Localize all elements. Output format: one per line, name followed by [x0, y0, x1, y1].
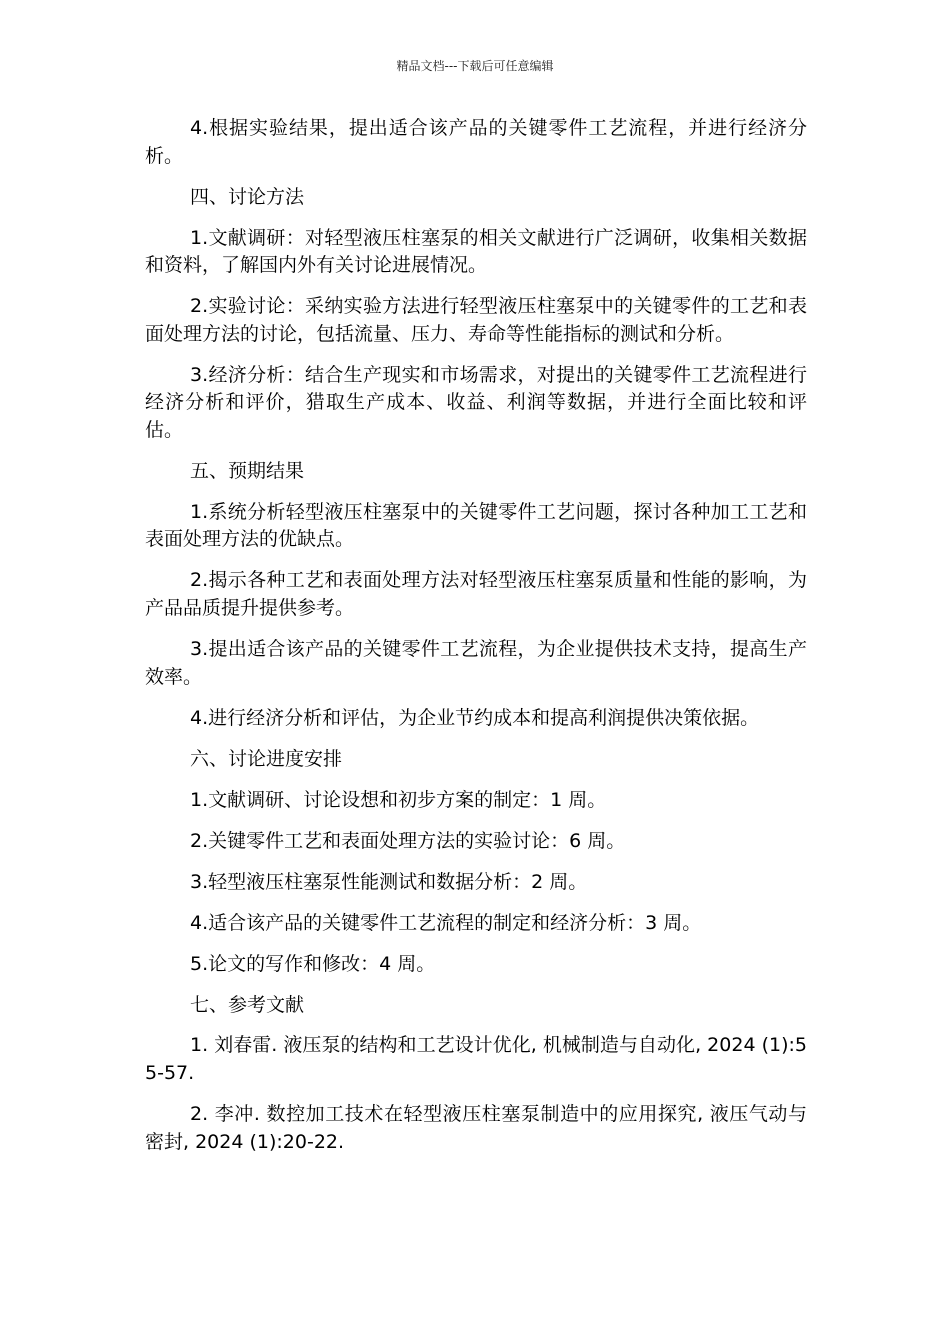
paragraph-method-3: 3.经济分析：结合生产现实和市场需求，对提出的关键零件工艺流程进行经济分析和评价，猎取生产成本、收益、利润等数据，并进行全面比较和评估。 [145, 363, 807, 441]
page-header: 精品文档---下载后可任意编辑 [396, 59, 554, 73]
paragraph-result-4: 4.进行经济分析和评估，为企业节约成本和提高利润提供决策依据。 [190, 706, 760, 729]
section-heading-expected-results: 五、预期结果 [190, 459, 305, 482]
paragraph-result-3: 3.提出适合该产品的关键零件工艺流程，为企业提供技术支持，提高生产效率。 [145, 638, 807, 688]
paragraph-schedule-5: 5.论文的写作和修改：4 周。 [190, 952, 436, 975]
paragraph-result-2: 2.揭示各种工艺和表面处理方法对轻型液压柱塞泵质量和性能的影响，为产品品质提升提供参考。 [145, 569, 807, 620]
paragraph-schedule-4: 4.适合该产品的关键零件工艺流程的制定和经济分析：3 周。 [190, 911, 702, 934]
reference-item-1: 1. 刘春雷. 液压泵的结构和工艺设计优化, 机械制造与自动化, 2024 (1):55-57. [145, 1034, 807, 1085]
paragraph-schedule-1: 1.文献调研、讨论设想和初步方案的制定：1 周。 [190, 788, 607, 811]
section-heading-methods: 四、讨论方法 [190, 185, 305, 208]
reference-item-2: 2. 李冲. 数控加工技术在轻型液压柱塞泵制造中的应用探究, 液压气动与密封, 2024 (1):20-22. [145, 1103, 807, 1153]
paragraph-method-2: 2.实验讨论：采纳实验方法进行轻型液压柱塞泵中的关键零件的工艺和表面处理方法的讨论，包括流量、压力、寿命等性能指标的测试和分析。 [145, 295, 807, 345]
paragraph-schedule-3: 3.轻型液压柱塞泵性能测试和数据分析：2 周。 [190, 870, 588, 893]
document-body [145, 115, 807, 1170]
section-heading-schedule: 六、讨论进度安排 [190, 747, 343, 770]
paragraph-result-1: 1.系统分析轻型液压柱塞泵中的关键零件工艺问题，探讨各种加工工艺和表面处理方法的优缺点。 [145, 500, 807, 551]
paragraph-method-1: 1.文献调研：对轻型液压柱塞泵的相关文献进行广泛调研，收集相关数据和资料，了解国内外有关讨论进展情况。 [145, 226, 807, 277]
paragraph-schedule-2: 2.关键零件工艺和表面处理方法的实验讨论：6 周。 [190, 829, 626, 852]
paragraph-research-goal-4: 4.根据实验结果，提出适合该产品的关键零件工艺流程，并进行经济分析。 [145, 117, 807, 167]
section-heading-references: 七、参考文献 [190, 993, 305, 1016]
